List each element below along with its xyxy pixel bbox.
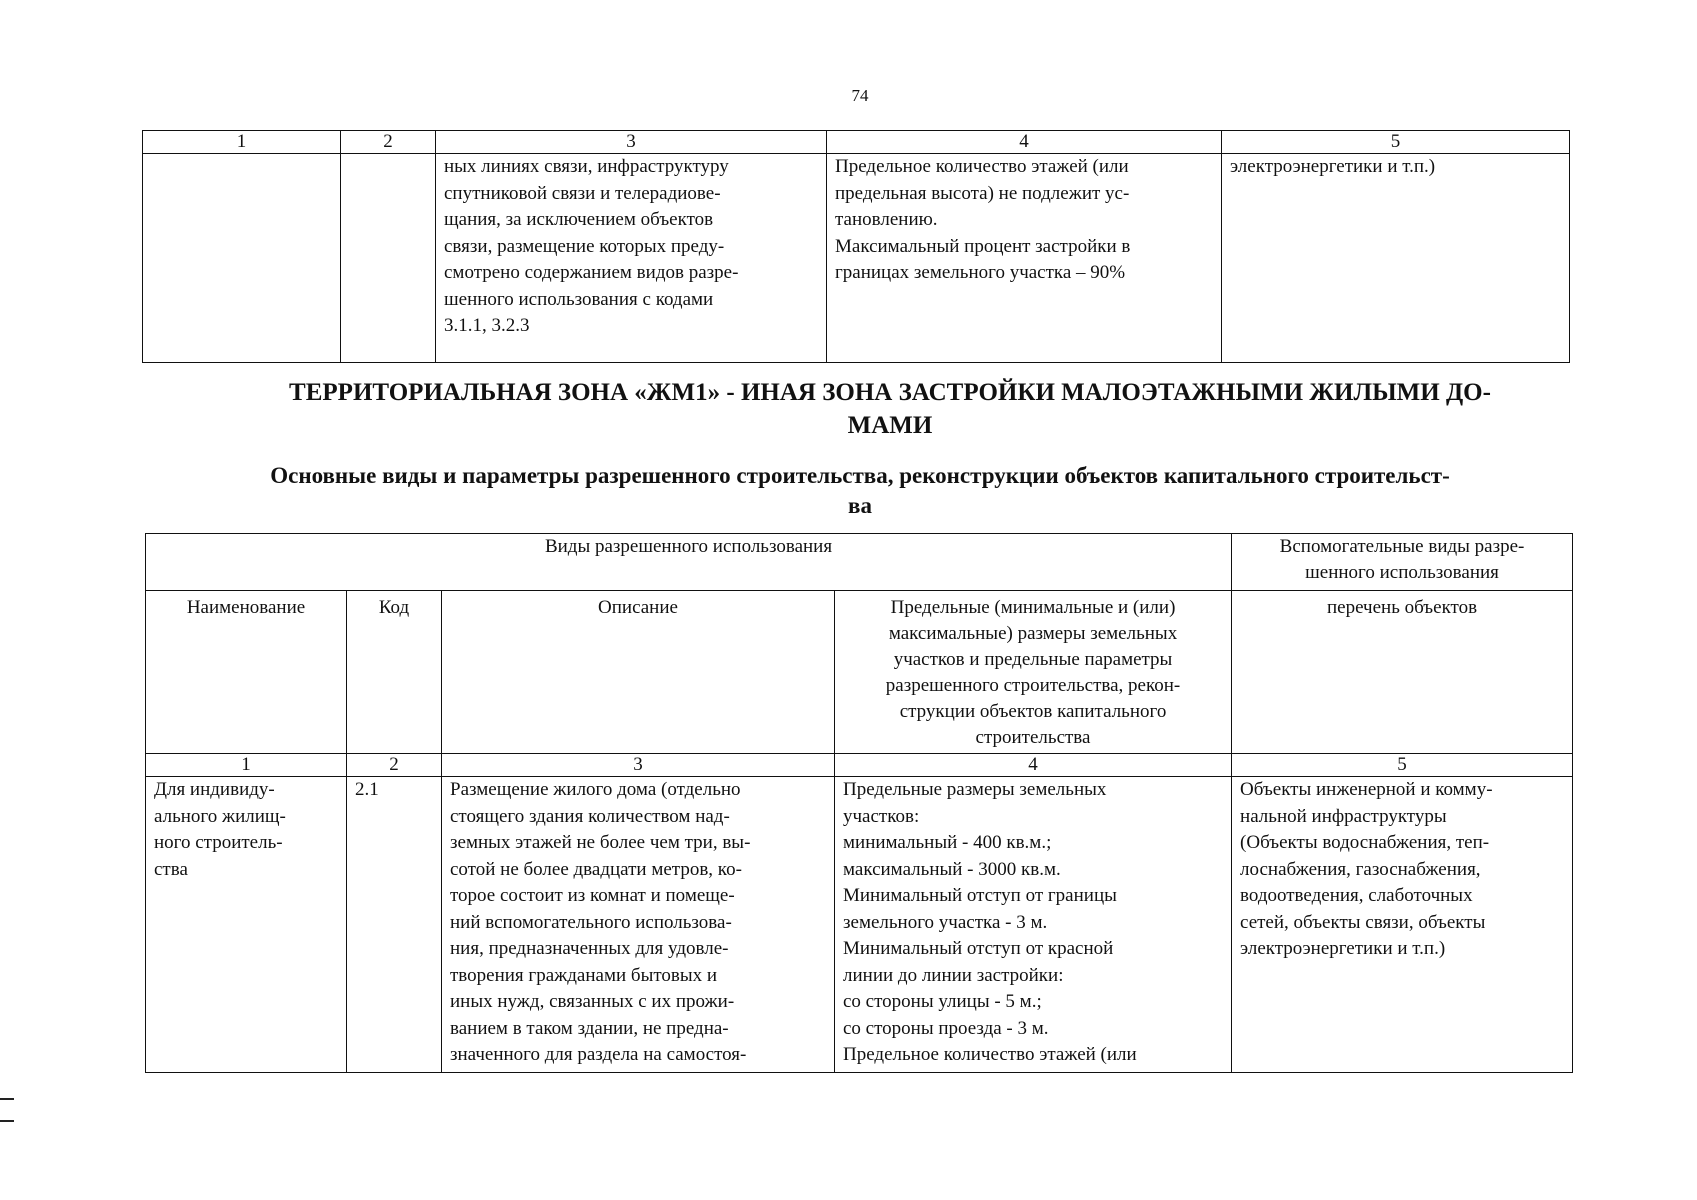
description-cell: Размещение жилого дома (отдельно стоящего здания количеством над- земных этажей не более чем три, вы- сотой не более двадцати метров, ко- торое состоит из комнат и помеще- ний вспомогательного использова- ния, предназначенных для удовле- творения гражданами бытовых и иных нужд, связанных с их прожи- ванием в таком здании, не предна- значенного для раздела на самостоя- bbox=[442, 777, 835, 1073]
header-description: Описание bbox=[442, 591, 835, 754]
continuation-table bbox=[142, 130, 1570, 363]
header-name: Наименование bbox=[146, 591, 347, 754]
auxiliary-cell: электроэнергетики и т.п.) bbox=[1222, 154, 1570, 363]
col-number: 2 bbox=[347, 754, 442, 777]
col-number: 2 bbox=[341, 131, 436, 154]
col-number: 5 bbox=[1232, 754, 1573, 777]
section-subtitle bbox=[150, 461, 1570, 521]
aux-header: Вспомогательные виды разре- шенного использования bbox=[1232, 534, 1573, 591]
auxiliary-cell: Объекты инженерной и комму- нальной инфраструктуры (Объекты водоснабжения, теп- лоснабжения, газоснабжения, водоотведения, слаботочных сетей, объекты связи, объекты электроэнергетики и т.п.) bbox=[1232, 777, 1573, 1073]
column-number-row bbox=[143, 131, 1570, 154]
name-cell: Для индивиду- ального жилищ- ного строитель- ства bbox=[146, 777, 347, 1073]
margin-mark bbox=[0, 1120, 14, 1122]
col-number: 1 bbox=[143, 131, 341, 154]
name-cell bbox=[143, 154, 341, 363]
col-number: 3 bbox=[442, 754, 835, 777]
zone-title-line2: МАМИ bbox=[847, 412, 933, 439]
header-parameters: Предельные (минимальные и (или) максимальные) размеры земельных участков и предельные параметры разрешенного строительства, рекон- струкции объектов капитального строительства bbox=[835, 591, 1232, 754]
header-code: Код bbox=[347, 591, 442, 754]
header-aux-list: перечень объектов bbox=[1232, 591, 1573, 754]
table-row bbox=[146, 777, 1573, 1073]
column-number-row bbox=[146, 754, 1573, 777]
description-cell: ных линиях связи, инфраструктуру спутниковой связи и телерадиове- щания, за исключением объектов связи, размещение которых преду- смотрено содержанием видов разре- шенного использования с кодами 3.1.1, 3.2.3 bbox=[436, 154, 827, 363]
col-number: 3 bbox=[436, 131, 827, 154]
zone-title-line1: ТЕРРИТОРИАЛЬНАЯ ЗОНА «ЖМ1» - ИНАЯ ЗОНА ЗАСТРОЙКИ МАЛОЭТАЖНЫМИ ЖИЛЫМИ ДО- bbox=[289, 379, 1491, 406]
parameters-cell: Предельное количество этажей (или предельная высота) не подлежит ус- тановлению. Максимальный процент застройки в границах земельного участка – 90% bbox=[827, 154, 1222, 363]
subtitle-line1: Основные виды и параметры разрешенного строительства, реконструкции объектов капитального строительст- bbox=[270, 463, 1450, 488]
group-header: Виды разрешенного использования bbox=[146, 534, 1232, 591]
group-header-row bbox=[146, 534, 1573, 591]
column-header-row bbox=[146, 591, 1573, 754]
permitted-use-table bbox=[145, 533, 1573, 1073]
code-cell bbox=[341, 154, 436, 363]
table-row bbox=[143, 154, 1570, 363]
col-number: 1 bbox=[146, 754, 347, 777]
col-number: 4 bbox=[835, 754, 1232, 777]
col-number: 5 bbox=[1222, 131, 1570, 154]
zone-title bbox=[210, 376, 1570, 442]
code-cell: 2.1 bbox=[347, 777, 442, 1073]
page-number: 74 bbox=[851, 86, 869, 105]
margin-mark bbox=[0, 1098, 14, 1100]
subtitle-line2: ва bbox=[848, 493, 872, 518]
col-number: 4 bbox=[827, 131, 1222, 154]
parameters-cell: Предельные размеры земельных участков: минимальный - 400 кв.м.; максимальный - 3000 кв.м. Минимальный отступ от границы земельного участка - 3 м. Минимальный отступ от красной линии до линии застройки: со стороны улицы - 5 м.; со стороны проезда - 3 м. Предельное количество этажей (или bbox=[835, 777, 1232, 1073]
